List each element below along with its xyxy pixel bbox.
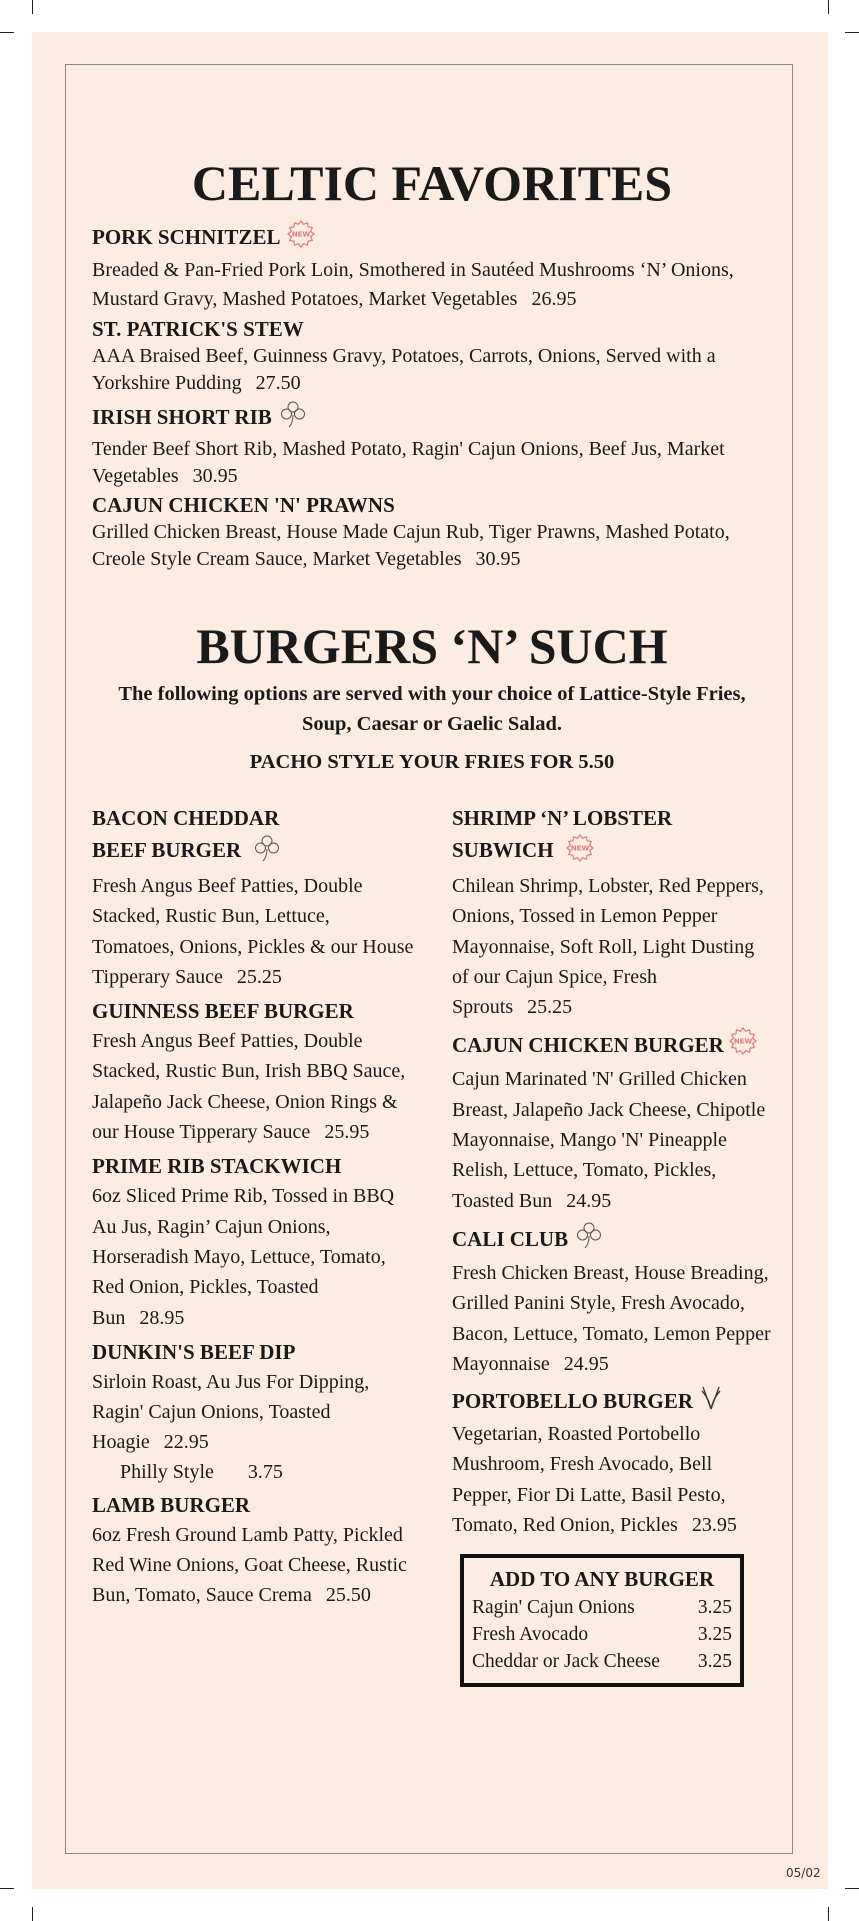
addon-label: Cheddar or Jack Cheese	[472, 1651, 660, 1673]
addon-row	[472, 1621, 732, 1648]
item-price: 25.25	[527, 996, 573, 1019]
item-desc: Fresh Angus Beef Patties, Double Stacked, Rustic Bun, Irish BBQ Sauce, Jalapeño Jack Cheese, Onion Rings & our House Tipperary Sauce 25.95	[92, 1030, 406, 1144]
item-desc: Sirloin Roast, Au Jus For Dipping, Ragin' Cajun Onions, Toasted Hoagie 22.95	[92, 1370, 370, 1454]
item-price: 30.95	[475, 547, 521, 570]
burger-columns	[92, 803, 772, 1687]
item-price: 24.95	[563, 1352, 609, 1375]
menu-item	[452, 1026, 772, 1215]
addon-row	[472, 1648, 732, 1675]
menu-item	[92, 1337, 414, 1486]
section-title-celtic: CELTIC FAVORITES	[191, 155, 673, 211]
footer-code: 05/02	[786, 1866, 821, 1880]
menu-item	[92, 1151, 414, 1332]
item-price: 23.95	[691, 1514, 737, 1537]
item-price: 28.95	[139, 1306, 185, 1329]
menu-item	[452, 1220, 772, 1379]
crop-mark	[845, 32, 859, 33]
menu-item	[452, 803, 772, 1022]
menu-item	[92, 803, 414, 992]
item-name: DUNKIN'S BEEF DIP	[92, 1339, 296, 1364]
item-name: PRIME RIB STACKWICH	[92, 1154, 342, 1179]
svg-text:NEW: NEW	[292, 230, 311, 238]
item-desc: 6oz Sliced Prime Rib, Tossed in BBQ Au Jus, Ragin’ Cajun Onions, Horseradish Mayo, Lettuce, Tomato, Red Onion, Pickles, Toasted Bun 28.95	[92, 1185, 395, 1329]
item-addon-row: Philly Style 3.75	[120, 1460, 283, 1483]
svg-text:NEW: NEW	[570, 844, 589, 853]
new-badge-icon	[565, 833, 595, 871]
new-badge-icon	[286, 219, 316, 256]
item-desc: Grilled Chicken Breast, House Made Cajun Rub, Tiger Prawns, Mashed Potato, Creole Style Cream Sauce, Market Vegetables 30.95	[92, 520, 730, 570]
item-name: CALI CLUB	[452, 1220, 772, 1258]
item-price: 26.95	[531, 287, 577, 310]
item-desc: AAA Braised Beef, Guinness Gravy, Potatoes, Carrots, Onions, Served with a Yorkshire Pudding 27.50	[92, 344, 716, 394]
add-to-burger-title: ADD TO ANY BURGER	[489, 1567, 715, 1592]
item-price: 22.95	[163, 1431, 209, 1454]
item-price: 27.50	[255, 371, 301, 394]
burger-column-left	[92, 803, 414, 1687]
item-desc: Chilean Shrimp, Lobster, Red Peppers, Onions, Tossed in Lemon Pepper Mayonnaise, Soft Roll, Light Dusting of our Cajun Spice, Fresh Sprouts 25.25	[452, 875, 764, 1019]
menu-item	[92, 996, 414, 1147]
menu-item	[92, 1490, 414, 1611]
item-desc: Fresh Angus Beef Patties, Double Stacked, Rustic Bun, Lettuce, Tomatoes, Onions, Pickles & our House Tipperary Sauce 25.25	[92, 875, 414, 988]
item-price: 25.25	[236, 965, 282, 988]
crop-mark	[828, 0, 829, 14]
section-title-burgers: BURGERS ‘N’ SUCH	[196, 617, 668, 674]
addon-label: Ragin' Cajun Onions	[472, 1597, 635, 1619]
menu-page	[32, 32, 828, 1889]
item-desc: Tender Beef Short Rib, Mashed Potato, Ragin' Cajun Onions, Beef Jus, Market Vegetables 30.95	[92, 437, 725, 487]
menu-item	[92, 219, 772, 314]
item-name: SHRIMP ‘N’ LOBSTER SUBWICH NEW	[452, 803, 692, 871]
item-desc: Fresh Chicken Breast, House Breading, Grilled Panini Style, Fresh Avocado, Bacon, Lettuce, Tomato, Lemon Pepper Mayonnaise 24.95	[452, 1261, 771, 1375]
crop-mark	[32, 1907, 33, 1921]
menu-item	[452, 1383, 772, 1540]
addon-label: Fresh Avocado	[472, 1624, 589, 1646]
menu-item	[92, 399, 772, 490]
item-price: 30.95	[192, 464, 238, 487]
crop-mark	[845, 1888, 859, 1889]
pacho-note: PACHO STYLE YOUR FRIES FOR 5.50	[249, 751, 615, 773]
menu-item	[92, 316, 772, 397]
addon-row	[472, 1594, 732, 1621]
item-addon-price: 3.75	[247, 1460, 283, 1483]
item-name: CAJUN CHICKEN 'N' PRAWNS	[92, 492, 395, 517]
item-price: 24.95	[566, 1189, 612, 1212]
item-name: IRISH SHORT RIB	[92, 399, 772, 436]
item-name: GUINNESS BEEF BURGER	[92, 999, 354, 1024]
item-desc: 6oz Fresh Ground Lamb Patty, Pickled Red Wine Onions, Goat Cheese, Rustic Bun, Tomato, Sauce Crema 25.50	[92, 1523, 407, 1607]
shamrock-icon	[574, 1220, 604, 1258]
item-name: ST. PATRICK'S STEW	[92, 316, 304, 341]
menu-item	[92, 492, 772, 573]
item-name: BACON CHEDDAR BEEF BURGER	[92, 803, 292, 871]
crop-mark	[32, 0, 33, 14]
celtic-items	[92, 219, 772, 573]
shamrock-icon	[252, 833, 282, 871]
addon-price: 3.25	[697, 1597, 732, 1619]
addon-price: 3.25	[697, 1624, 732, 1646]
item-desc: Cajun Marinated 'N' Grilled Chicken Breast, Jalapeño Jack Cheese, Chipotle Mayonnaise, Mango 'N' Pineapple Relish, Lettuce, Tomato, Pickles, Toasted Bun 24.95	[452, 1068, 766, 1212]
item-name: LAMB BURGER	[92, 1492, 251, 1517]
menu-content	[92, 112, 772, 1687]
crop-mark	[0, 1888, 14, 1889]
item-name: PORK SCHNITZEL NEW	[92, 219, 772, 256]
new-badge-icon	[728, 1026, 758, 1064]
crop-mark	[828, 1907, 829, 1921]
item-name: PORTOBELLO BURGER	[452, 1383, 772, 1419]
shamrock-icon	[278, 399, 308, 436]
item-desc: Vegetarian, Roasted Portobello Mushroom, Fresh Avocado, Bell Pepper, Fior Di Latte, Basil Pesto, Tomato, Red Onion, Pickles 23.95	[452, 1423, 737, 1537]
burger-column-right	[452, 803, 772, 1687]
side-options-note: The following options are served with your choice of Lattice-Style Fries, Soup, Caesar or Gaelic Salad.	[118, 683, 746, 735]
vegetarian-icon	[699, 1383, 723, 1419]
item-name: CAJUN CHICKEN BURGER NEW	[452, 1026, 772, 1064]
item-desc: Breaded & Pan-Fried Pork Loin, Smothered in Sautéed Mushrooms ‘N’ Onions, Mustard Gravy, Mashed Potatoes, Market Vegetables 26.95	[92, 258, 734, 310]
item-price: 25.95	[324, 1121, 370, 1144]
addon-price: 3.25	[697, 1651, 732, 1673]
svg-text:NEW: NEW	[733, 1037, 753, 1046]
add-to-burger-box	[460, 1554, 744, 1687]
item-price: 25.50	[325, 1584, 371, 1607]
crop-mark	[0, 32, 14, 33]
